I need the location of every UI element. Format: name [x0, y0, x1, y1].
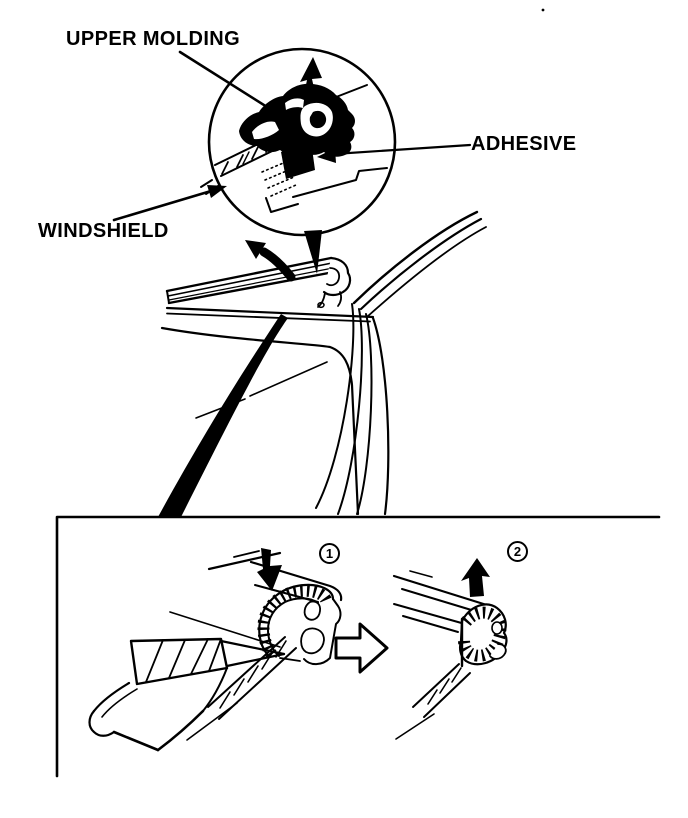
car-glass-reflection-lines	[196, 362, 327, 418]
car-upper-molding-strip	[167, 258, 350, 307]
step2-number-badge: 2	[507, 541, 528, 562]
scan-speck	[542, 9, 545, 12]
step1-number-badge: 1	[319, 543, 340, 564]
step2-cut-end-section	[460, 604, 506, 666]
windshield-label: WINDSHIELD	[38, 220, 169, 242]
adhesive-label: ADHESIVE	[471, 133, 577, 155]
sequence-arrow-icon	[336, 624, 387, 672]
step2-lift-arrow-icon	[461, 558, 490, 597]
step2-windshield-edge	[396, 664, 470, 739]
upper-molding-label: UPPER MOLDING	[66, 28, 241, 50]
step1-knife	[90, 639, 285, 750]
windshield-leader	[114, 185, 227, 220]
car-roof-lines	[354, 212, 486, 316]
car-pillar-shadow-stripe	[158, 314, 288, 517]
